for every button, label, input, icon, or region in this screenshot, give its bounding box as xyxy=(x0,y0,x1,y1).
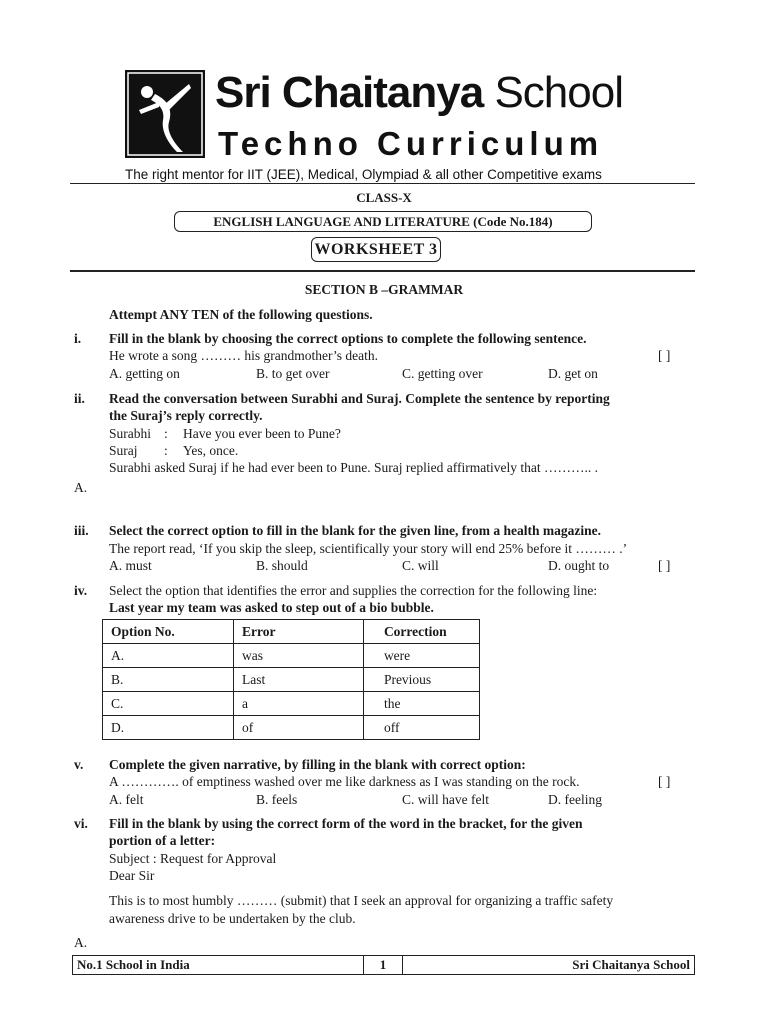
table-cell: A. xyxy=(103,644,234,668)
letter-body-cont: awareness drive to be undertaken by the club. xyxy=(109,911,356,926)
option-c: C. will have felt xyxy=(402,792,489,807)
table-header: Error xyxy=(234,620,364,644)
answer-label: A. xyxy=(74,935,88,950)
dialogue-line: Have you ever been to Pune? xyxy=(183,426,341,441)
section-divider xyxy=(70,270,695,272)
question-prompt: Complete the given narrative, by filling in the blank with correct option: xyxy=(109,757,526,772)
answer-bracket: [ ] xyxy=(658,348,671,363)
dialogue-separator: : xyxy=(164,426,168,441)
error-correction-table xyxy=(102,619,480,740)
table-header: Correction xyxy=(363,620,479,644)
brand-title xyxy=(215,68,623,118)
header-divider xyxy=(70,183,695,184)
footer-school-name: Sri Chaitanya School xyxy=(572,957,690,972)
table-header-row xyxy=(103,620,480,644)
option-d: D. ought to xyxy=(548,558,610,573)
table-row xyxy=(103,716,480,740)
table-header: Option No. xyxy=(103,620,234,644)
worksheet-label: WORKSHEET 3 xyxy=(311,237,441,262)
option-a: A. must xyxy=(109,558,152,573)
page-number: 1 xyxy=(363,956,403,974)
table-cell: off xyxy=(363,716,479,740)
option-d: D. feeling xyxy=(548,792,602,807)
dialogue-line: Yes, once. xyxy=(183,443,239,458)
instruction: Attempt ANY TEN of the following questions. xyxy=(109,307,373,322)
question-prompt: Fill in the blank by using the correct form of the word in the bracket, for the given xyxy=(109,816,583,831)
question-number: ii. xyxy=(74,391,85,406)
option-b: B. to get over xyxy=(256,366,330,381)
question-prompt: Select the option that identifies the error and supplies the correction for the following line: xyxy=(109,583,598,598)
subject-label: ENGLISH LANGUAGE AND LITERATURE (Code No.184) xyxy=(174,211,592,232)
brand-light: School xyxy=(494,68,623,117)
table-cell: Last xyxy=(234,668,364,692)
option-c: C. getting over xyxy=(402,366,483,381)
table-cell: B. xyxy=(103,668,234,692)
section-title: SECTION B –GRAMMAR xyxy=(304,282,464,297)
footer-slogan: No.1 School in India xyxy=(77,957,190,972)
table-cell: C. xyxy=(103,692,234,716)
tagline: The right mentor for IIT (JEE), Medical, Olympiad & all other Competitive exams xyxy=(125,167,602,182)
option-c: C. will xyxy=(402,558,439,573)
class-label: CLASS-X xyxy=(356,190,412,205)
question-number: i. xyxy=(74,331,82,346)
question-text: He wrote a song ……… his grandmother’s death. xyxy=(109,348,378,363)
question-number: iii. xyxy=(74,523,89,538)
table-row xyxy=(103,644,480,668)
question-prompt: Select the correct option to fill in the blank for the given line, from a health magazine. xyxy=(109,523,601,538)
question-number: iv. xyxy=(74,583,88,598)
school-logo xyxy=(125,70,205,158)
reported-speech: Surabhi asked Suraj if he had ever been to Pune. Suraj replied affirmatively that ……….. . xyxy=(109,460,598,475)
table-cell: of xyxy=(234,716,364,740)
brand-subtitle: Techno Curriculum xyxy=(218,125,604,162)
page-footer xyxy=(72,955,695,975)
table-cell: D. xyxy=(103,716,234,740)
option-d: D. get on xyxy=(548,366,598,381)
answer-bracket: [ ] xyxy=(658,558,671,573)
question-number: vi. xyxy=(74,816,88,831)
dialogue-speaker: Surabhi xyxy=(109,426,151,441)
brand-bold: Sri Chaitanya xyxy=(215,68,484,117)
question-prompt: Fill in the blank by choosing the correct options to complete the following sentence. xyxy=(109,331,587,346)
letter-body: This is to most humbly ……… (submit) that I seek an approval for organizing a traffic safety xyxy=(109,893,614,908)
question-text: A …………. of emptiness washed over me like darkness as I was standing on the rock. xyxy=(109,774,580,789)
option-b: B. feels xyxy=(256,792,298,807)
question-number: v. xyxy=(74,757,84,772)
option-a: A. getting on xyxy=(109,366,180,381)
table-cell: the xyxy=(363,692,479,716)
question-text: The report read, ‘If you skip the sleep, scientifically your story will end 25% before it ……… .’ xyxy=(109,541,628,556)
table-cell: was xyxy=(234,644,364,668)
runner-logo-icon xyxy=(125,70,205,158)
answer-label: A. xyxy=(74,480,88,495)
table-cell: Previous xyxy=(363,668,479,692)
letter-subject: Subject : Request for Approval xyxy=(109,851,277,866)
letter-salutation: Dear Sir xyxy=(109,868,155,883)
dialogue-separator: : xyxy=(164,443,168,458)
table-row xyxy=(103,692,480,716)
question-prompt: Read the conversation between Surabhi and Suraj. Complete the sentence by reporting xyxy=(109,391,610,406)
option-b: B. should xyxy=(256,558,308,573)
dialogue-speaker: Suraj xyxy=(109,443,138,458)
answer-bracket: [ ] xyxy=(658,774,671,789)
table-cell: a xyxy=(234,692,364,716)
question-line: Last year my team was asked to step out of a bio bubble. xyxy=(109,600,434,615)
table-row xyxy=(103,668,480,692)
table-cell: were xyxy=(363,644,479,668)
question-prompt-cont: the Suraj’s reply correctly. xyxy=(109,408,263,423)
question-prompt-cont: portion of a letter: xyxy=(109,833,216,848)
option-a: A. felt xyxy=(109,792,144,807)
